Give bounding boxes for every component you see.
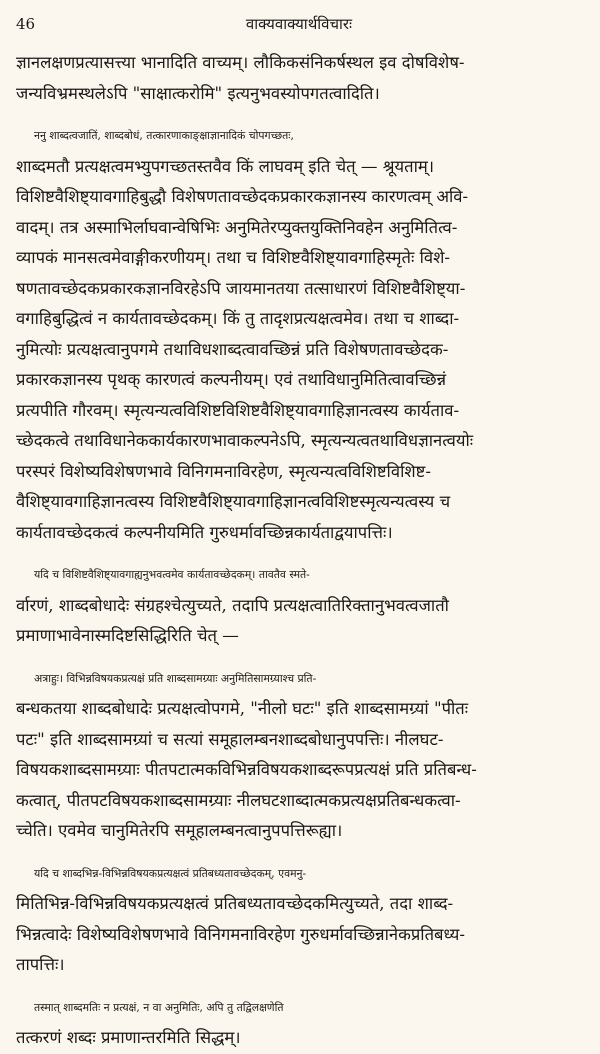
text-line: वगाहिबुद्धित्वं न कार्यतावच्छेदकम्। किं तु तादृशप्रत्यक्षत्वमेव। तथा च शाब्दा- [16, 309, 460, 328]
text-line: च्छेदकत्वे तथाविधानेककार्यकारणभावाकल्पनेऽपि, स्मृत्यन्यत्वतथाविधज्ञानत्वयोः [16, 431, 474, 450]
body-text [16, 48, 582, 1054]
paragraph [16, 993, 582, 1054]
paragraph [16, 664, 582, 847]
text-line: ननु शाब्दत्वजातिं, शाब्दबोधं, तत्कारणाकाङ्क्षाज्ञानादिकं चोपगच्छतः, [34, 129, 294, 142]
text-line: षणतावच्छेदकप्रकारकज्ञानविरहेऽपि जायमानतया तत्साधारणं विशिष्टवैशिष्ट्या- [16, 278, 466, 298]
text-line: यदि च शाब्दभिन्न-विभिन्नविषयकप्रत्यक्षत्वं प्रतिबध्यतावच्छेदकम्, एवमनु- [34, 866, 307, 880]
running-head: वाक्यवाक्यार्थविचारः [245, 15, 353, 33]
text-line: जन्यविभ्रमस्थलेऽपि "साक्षात्करोमि" इत्यनुभवस्योपगतत्वादिति। [16, 83, 380, 103]
text-line: परस्परं विशेष्यविशेषणभावे विनिगमनाविरहेण, स्मृत्यन्यत्वविशिष्टविशिष्ट- [16, 461, 431, 481]
text-line: बन्धकतया शाब्दबोधादेः प्रत्यक्षत्वोपगमे, "नीलो घटः" इति शाब्दसामग्र्यां "पीतः [16, 699, 469, 718]
text-line: मितिभिन्न-विभिन्नविषयकप्रत्यक्षत्वं प्रतिबध्यतावच्छेदकमित्युच्यते, तदा शाब्द- [16, 894, 454, 913]
text-line: पटः" इति शाब्दसामग्र्यां च सत्यां समूहालम्बनशाब्दबोधानुपपत्तिः। नीलघट- [16, 729, 444, 749]
paragraph [16, 560, 582, 652]
text-line: र्वारणं, शाब्दबोधादेः संग्रहश्चेत्युच्यते, तदापि प्रत्यक्षत्वातिरिक्तानुभवत्वजातौ [16, 595, 449, 615]
paragraph [16, 859, 582, 981]
text-line: भिन्नत्वादेः विशेष्यविशेषणभावे विनिगमनाविरहेण गुरुधर्मावच्छिन्नानेकप्रतिबध्य- [16, 924, 465, 944]
text-line: तत्करणं शब्दः प्रमाणान्तरमिति सिद्धम्। [16, 1028, 241, 1047]
text-line: वादम्। तत्र अस्माभिर्लाघवान्वेषिभिः अनुमितेरप्युक्तयुक्तिनिवहेन अनुमितित्व- [16, 217, 458, 237]
text-line: प्रत्यपीति गौरवम्। स्मृत्यन्यत्वविशिष्टविशिष्टवैशिष्ट्यावगाहिज्ञानत्वस्य कार्यताव- [16, 400, 460, 420]
page-header [16, 14, 582, 34]
text-line: प्रमाणाभावेनास्मदिष्टसिद्धिरिति चेत् — [16, 626, 239, 645]
text-line: कत्वात्, पीतपटविषयकशाब्दसामग्र्याः नीलघटशाब्दात्मकप्रत्यक्षप्रतिबन्धकत्वा- [16, 790, 461, 810]
text-line: च्चेति। एवमेव चानुमितेरपि समूहालम्बनत्वानुपपत्तिरूह्या। [16, 821, 343, 840]
text-line: विशिष्टवैशिष्ट्यावगाहिबुद्धौ विशेषणतावच्छेदकप्रकारकज्ञानस्य कारणत्वम् अवि- [16, 187, 469, 206]
text-line: शाब्दमतौ प्रत्यक्षत्वमभ्युपगच्छतस्तवैव किं लाघवम् इति चेत् — श्रूयताम्। [16, 156, 435, 176]
paragraph [16, 121, 582, 548]
text-line: प्रकारकज्ञानस्य पृथक् कारणत्वं कल्पनीयम्। एवं तथाविधानुमितित्वावच्छिन्नं [16, 370, 447, 389]
text-line: यदि च विशिष्टवैशिष्ट्यावगाह्यनुभवत्वमेव कार्यतावच्छेदकम्। तावतैव स्मते- [34, 568, 310, 581]
text-line: तापत्तिः। [16, 955, 65, 974]
text-line: व्यापकं मानसत्वमेवाङ्गीकरणीयम्। तथा च विशिष्टवैशिष्ट्यावगाहिस्मृतेः विशे- [16, 248, 451, 267]
text-line: कार्यतावच्छेदकत्वं कल्पनीयमिति गुरुधर्मावच्छिन्नकार्यताद्वयापत्तिः। [16, 522, 393, 542]
text-line: वैशिष्ट्यावगाहिज्ञानत्वस्य विशिष्टवैशिष्ट्यावगाहिज्ञानत्वविशिष्टस्मृत्यन्यत्वस्य च [16, 492, 451, 511]
text-line: ज्ञानलक्षणप्रत्यासत्त्या भानादिति वाच्यम्। लौकिकसंनिकर्षस्थल इव दोषविशेष- [16, 53, 465, 72]
text-line: अत्राहुः। विभिन्नविषयकप्रत्यक्षं प्रति शाब्दसामग्र्याः अनुमितिसामग्र्याश्च प्रति- [34, 671, 317, 685]
paragraph [16, 48, 582, 109]
page-number: 46 [16, 15, 36, 33]
text-line: नुमित्योः प्रत्यक्षत्वानुपगमे तथाविधशाब्दत्वावच्छिन्नं प्रति विशेषणतावच्छेदक- [16, 339, 449, 359]
text-line: विषयकशाब्दसामग्र्याः पीतपटात्मकविभिन्नविषयकशाब्दरूपप्रत्यक्षं प्रति प्रतिबन्ध- [16, 760, 477, 779]
text-line: तस्मात् शाब्दमतिः न प्रत्यक्षं, न वा अनुमितिः, अपि तु तद्विलक्षणेति [34, 1000, 284, 1014]
